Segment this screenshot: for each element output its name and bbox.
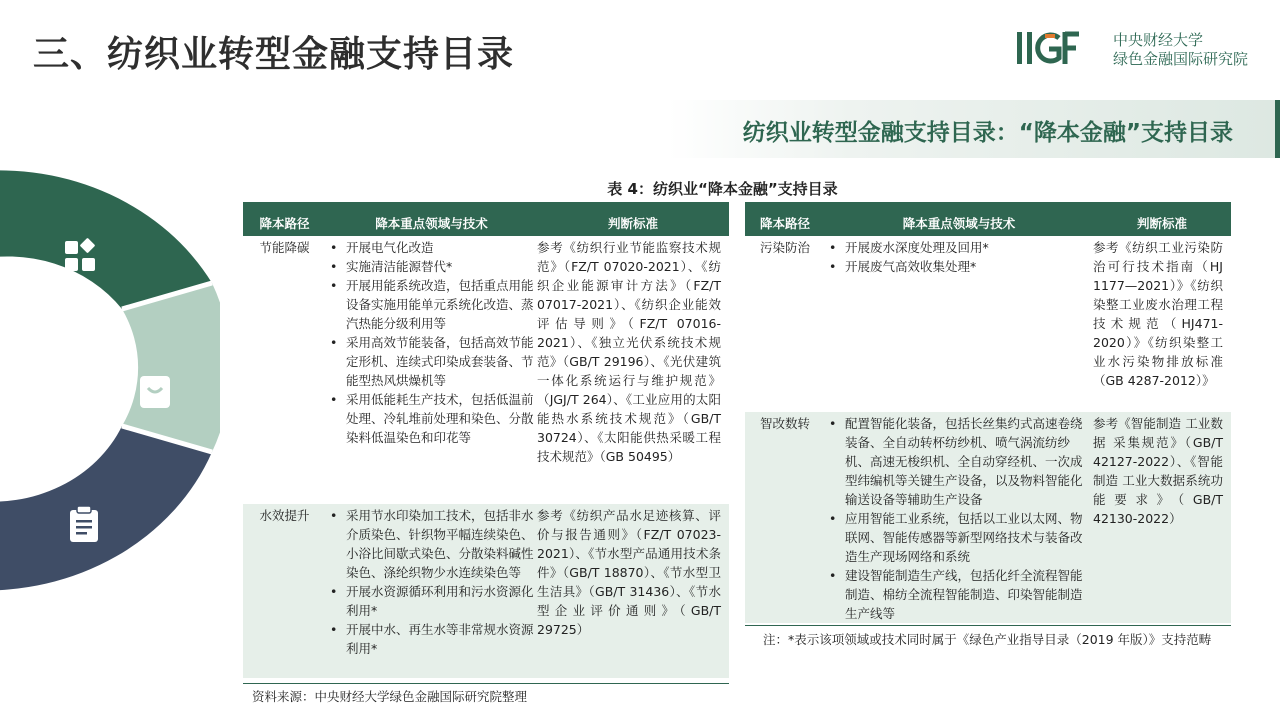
tech-item: • 采用节水印染加工技术，包括非水介质染色、针织物平幅连续染色、小浴比间歇式染色、分散染料碱性染色、涤纶织物少水连续染色等 [326,506,537,582]
logo-line2: 绿色金融国际研究院 [1113,50,1249,68]
path-cell: 污染防治 [759,240,810,255]
path-cell: 节能降碳 [259,240,310,255]
tech-cell [825,236,1093,412]
header-standard: 判断标准 [1093,202,1231,236]
banner-text: 纺织业转型金融支持目录：“降本金融”支持目录 [742,120,1233,146]
support-table-right [745,202,1231,623]
tech-item: • 应用智能工业系统，包括以工业以太网、物联网、智能传感器等新型网络技术与装备改造生产现场网络和系统 [825,509,1093,566]
table-row [243,504,729,678]
table-row [243,236,729,504]
page-title: 三、纺织业转型金融支持目录 [33,34,515,75]
standard-cell: 参考《纺织产品水足迹核算、评价与报告通则》（FZ/T 07023-2021）、《节水型产品通用技术条件》（GB/T 18870）、《节水型卫生洁具》（GB/T 31436）、《节水型企业评价通则》（GB/T 29725） [537,504,729,678]
path-cell: 水效提升 [243,504,326,678]
table-row [745,412,1231,623]
support-table-left [243,202,729,678]
header-path: 降本路径 [243,202,326,236]
tech-cell [326,236,537,504]
tech-item: • 开展中水、再生水等非常规水资源利用* [326,620,537,658]
standard-cell: 参考《纺织工业污染防治可行技术指南（HJ 1177—2021）》《纺织染整工业废水治理工程技术规范（HJ471-2020）》《纺织染整工业水污染物排放标准（GB 4287-2012）》 [1093,240,1223,388]
table-note: 注：*表示该项领域或技术同时属于《绿色产业指导目录（2019 年版）》支持范畴 [763,632,1212,647]
header-tech: 降本重点领域与技术 [326,202,537,236]
tech-item: • 开展废水深度处理及回用* [825,238,1093,257]
table-row [745,236,1231,412]
left-table-bottom-rule [243,683,729,684]
table-caption: 表 4：纺织业“降本金融”支持目录 [607,180,838,198]
tech-item: • 建设智能制造生产线，包括化纤全流程智能制造、棉纺全流程智能制造、印染智能制造生产线等 [825,566,1093,623]
iigf-logo-mark [1015,28,1105,68]
right-table-bottom-rule [745,625,1231,626]
tech-item: • 实施清洁能源替代* [326,257,537,276]
tech-cell [825,412,1093,623]
tech-cell [326,504,537,678]
standard-cell: 参考《智能制造 工业数据 采集规范》（GB/T 42127-2022）、《智能制造 工业大数据系统功能要求》（GB/T 42130-2022） [1093,412,1231,623]
logo-line1: 中央财经大学 [1113,31,1204,49]
decorative-donut [0,170,220,600]
header-standard: 判断标准 [537,202,729,236]
tech-item: • 采用高效节能装备，包括高效节能定形机、连续式印染成套装备、节能型热风烘燥机等 [326,333,537,390]
tech-item: • 开展水资源循环利用和污水资源化利用* [326,582,537,620]
tech-item: • 配置智能化装备，包括长丝集约式高速卷绕装备、全自动转杯纺纱机、喷气涡流纺纱机、高速无梭织机、全自动穿经机、一次成型纬编机等关键生产设备，以及物料智能化输送设备等辅助生产设备 [825,414,1093,509]
header-tech: 降本重点领域与技术 [825,202,1093,236]
tech-item: • 开展废气高效收集处理* [825,257,1093,276]
tech-item: • 采用低能耗生产技术，包括低温前处理、冷轧堆前处理和染色、分散染料低温染色和印花等 [326,390,537,447]
bag-icon [140,376,170,408]
clipboard-icon [70,506,98,542]
donut-segment-middle [122,283,220,452]
source-note: 资料来源：中央财经大学绿色金融国际研究院整理 [252,689,528,704]
iigf-logo [1015,28,1265,68]
donut-segment-bottom [0,426,212,590]
tech-item: • 开展用能系统改造，包括重点用能设备实施用能单元系统化改造、蒸汽热能分级利用等 [326,276,537,333]
section-banner [668,100,1280,158]
tech-item: • 开展电气化改造 [326,238,537,257]
header-path: 降本路径 [745,202,825,236]
standard-cell: 参考《纺织行业节能监察技术规范》（FZ/T 07020-2021）、《纺织企业能源审计方法》（FZ/T 07017-2021）、《纺织企业能效评估导则》（FZ/T 07016-2021）、《独立光伏系统技术规范》（GB/T 29196）、《光伏建筑一体化系统运行与维护规范》（JGJ/T 264）、《工业应用的太阳能热水系统技术规范》（GB/T 30724）、《太阳能供热采暖工程技术规范》（GB 50495） [537,240,721,464]
path-cell: 智改数转 [745,412,825,623]
